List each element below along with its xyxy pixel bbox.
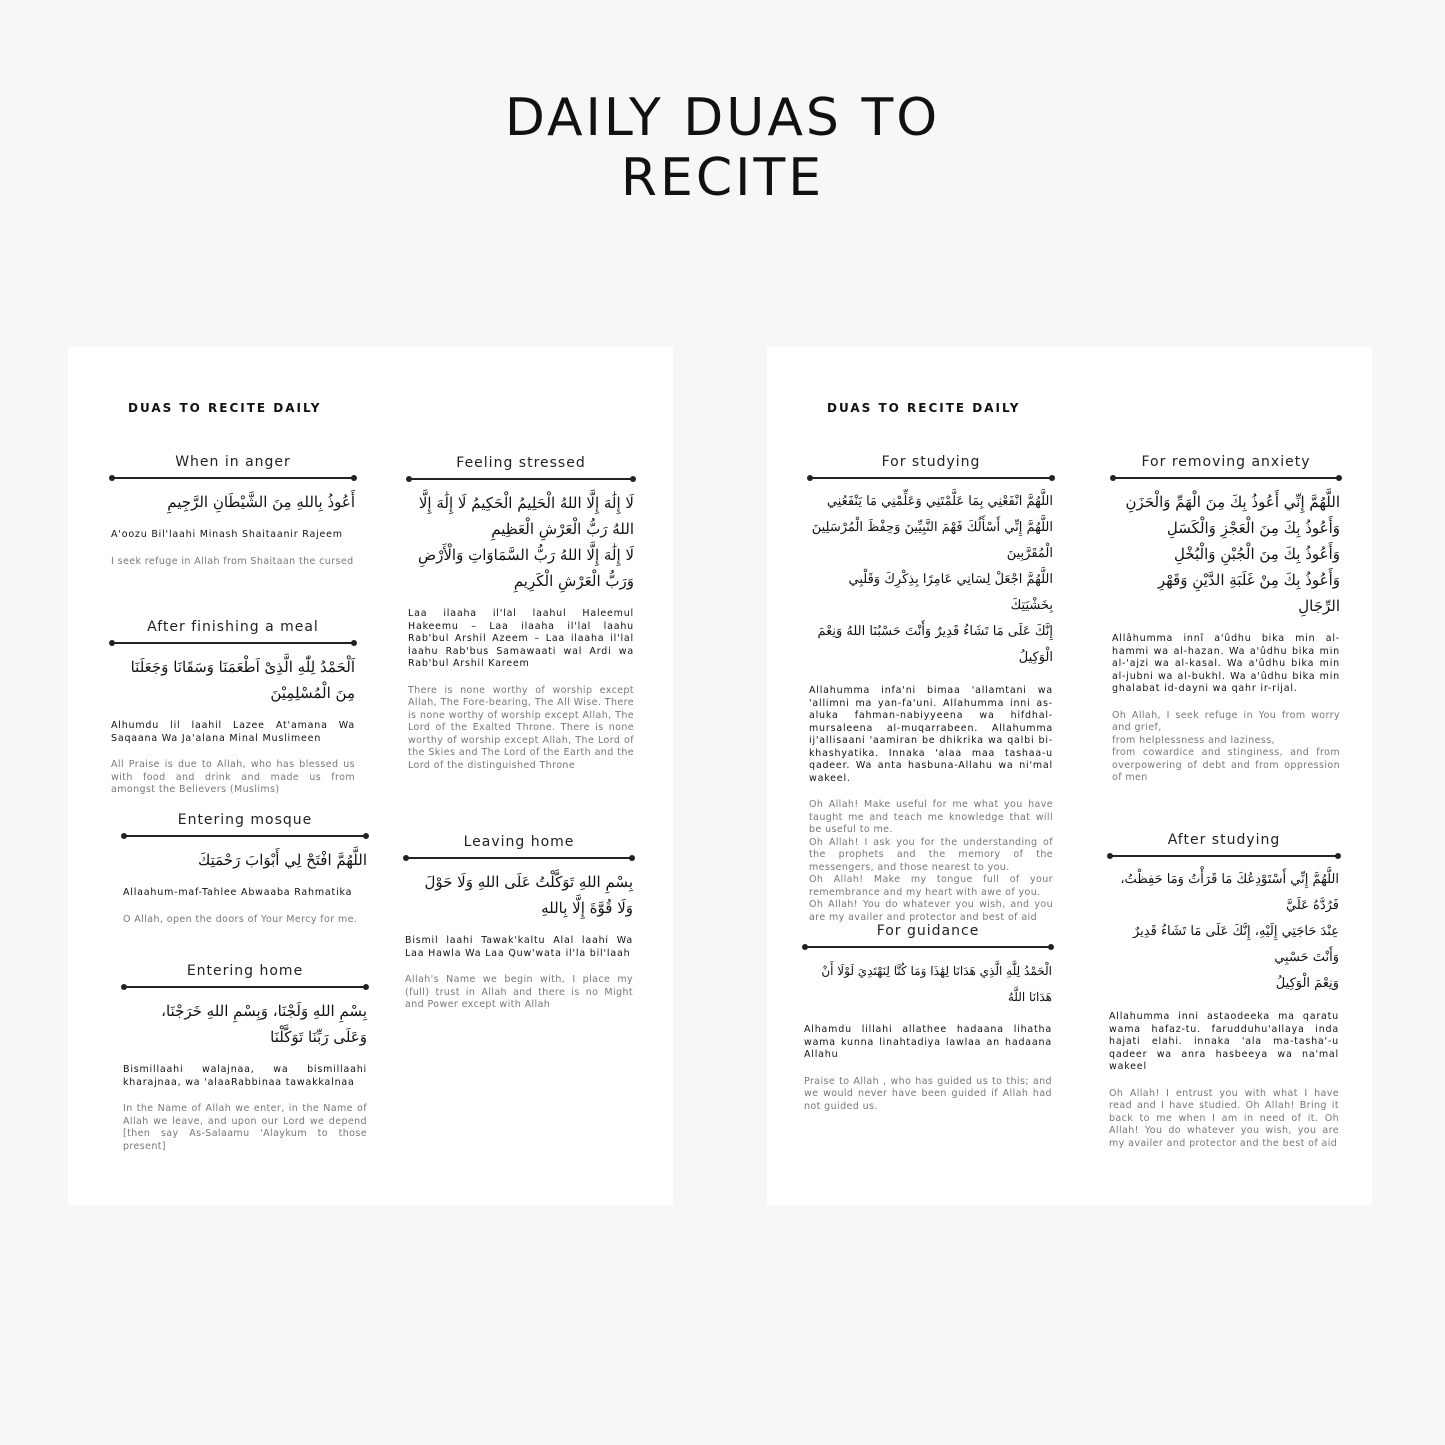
arabic-line: وَأَعُوذُ بِكَ مِنَ الْعَجْزِ وَالْكَسَلِ — [1166, 519, 1340, 537]
arabic-line: بِسْمِ اللهِ تَوَكَّلْتُ عَلَى اللهِ وَلَا حَوْلَ وَلَا قُوَّةَ إِلَّا بِاللهِ — [424, 873, 633, 917]
section-divider — [405, 857, 633, 859]
meaning — [809, 799, 1053, 924]
section-title: Entering home — [186, 963, 304, 979]
main-title — [0, 88, 1445, 208]
arabic-text — [405, 869, 633, 921]
arabic-line: لَا إِلَٰهَ إِلَّا اللهُ الْحَلِيمُ الْحَكِيمُ لَا إِلَٰهَ إِلَّا اللهُ رَبُّ الْعَرْشِ الْعَظِيمِ — [418, 494, 634, 538]
section-divider — [1112, 477, 1340, 479]
transliteration: Allahumma infa'ni bimaa 'allamtani wa 'allimni ma yan-fa'uni. Allahumma inni as-aluka fahman-nabiyyeena wa hifdhal-mursaleena al-muqarrabeen. Allahumma ij'allisaani 'aamiran be dhikrika wa qalbi bi- khashyatika. Innaka 'alaa maa tashaa-u qadeer. Wa anta hasbuna-Allahu wa ni'mal wakeel. — [809, 685, 1053, 784]
arabic-line: وَأَعُوذُ بِكَ مِنْ غَلَبَةِ الدَّيْنِ وَقَهْرِ الرِّجَالِ — [1157, 571, 1340, 615]
section-divider — [123, 835, 367, 837]
meaning-line: Oh Allah! Make my tongue full of your remembrance and my heart with awe of you. — [809, 874, 1053, 898]
arabic-line: اللَّهُمَّ إِنِّي أَسْتَوْدِعُكَ مَا قَرَأْتُ وَمَا حَفِظْتُ، فَرُدَّهُ عَلَيَّ — [1120, 872, 1339, 913]
section-divider — [123, 986, 367, 988]
transliteration: Allahumma inni astaodeeka ma qaratu wama hafaz-tu. farudduhu'allaya inda hajati elahi. innaka 'ala ma-tasha'-u qadeer wa anra hasbeeya wa na'mal wakeel — [1109, 1011, 1339, 1072]
meaning — [405, 974, 633, 1012]
meaning — [123, 1103, 367, 1153]
section-title: Entering mosque — [177, 812, 313, 828]
section-title: For guidance — [876, 923, 980, 939]
transliteration: Allâhumma innî a'ûdhu bika min al-hammi wa al-hazan. Wa a'ûdhu bika min al-'ajzi wa al-kasal. Wa a'ûdhu bika min al-jubni wa al-bukhl. Wa a'ûdhu bika min ghalabat id-dayni wa qahr ir-rijal. — [1112, 633, 1340, 694]
arabic-line: عِنْدَ حَاجَتِي إِلَيْهِ، إِنَّكَ عَلَى مَا تَشَاءُ قَدِيرٌ وَأَنْتَ حَسْبِي — [1132, 924, 1339, 965]
arabic-text — [111, 489, 355, 515]
section-title: For removing anxiety — [1141, 454, 1311, 470]
main-title-line-1: DAILY DUAS TO — [504, 88, 941, 148]
meaning-line: O Allah, open the doors of Your Mercy for me. — [123, 913, 358, 925]
transliteration: Alhamdu lillahi allathee hadaana lihatha wama kunna linahtadiya lawlaa an hadaana Allahu — [804, 1024, 1052, 1060]
meaning-line: Oh Allah, I seek refuge in You from worry and grief, — [1112, 709, 1340, 733]
meaning-line: Allah's Name we begin with, I place my (full) trust in Allah and there is no Might and Power except with Allah — [405, 974, 633, 1010]
arabic-line: اللَّهُمَّ اجْعَلْ لِسَانِي عَامِرًا بِذِكْرِكَ وَقَلْبِي بِخَشْيَتِكَ — [848, 572, 1053, 613]
section-divider — [408, 478, 634, 480]
meaning — [1112, 710, 1340, 785]
meaning-line: Oh Allah! You do whatever you wish, and you are my availer and protector and best of aid — [809, 899, 1053, 923]
transliteration: Bismillaahi walajnaa, wa bismillaahi kharajnaa, wa 'alaaRabbinaa tawakkalnaa — [123, 1064, 367, 1088]
arabic-line: اللَّهُمَّ افْتَحْ لِي أَبْوَابَ رَحْمَتِكَ — [197, 851, 367, 869]
meaning-line: from helplessness and laziness, — [1112, 734, 1275, 746]
arabic-line: الْحَمْدُ لِلَّهِ الَّذِي هَدَانَا لِهَٰذَا وَمَا كُنَّا لِنَهْتَدِيَ لَوْلَا أَنْ هَدَانَا اللَّهُ — [821, 964, 1052, 1004]
section-title: After studying — [1167, 832, 1281, 848]
arabic-line: اللَّهُمَّ انْفَعْنِي بِمَا عَلَّمْتَنِي وَعَلِّمْنِي مَا يَنْفَعُنِي — [826, 494, 1053, 509]
transliteration: Allaahum-maf-Tahlee Abwaaba Rahmatika — [123, 887, 353, 898]
transliteration: Laa ilaaha il'lal laahul Haleemul Hakeemu – Laa ilaaha il'lal laahu Rab'bul Arshil Azeem – Laa ilaaha il'lal laahu Rab'bus Samawaati wal Ardi wa Rab'bul Arshil Kareem — [408, 608, 634, 669]
arabic-text — [809, 489, 1053, 671]
dua-section-when-in-anger — [111, 453, 355, 568]
arabic-line: وَنِعْمَ الْوَكِيلُ — [1275, 976, 1339, 991]
meaning-line: Oh Allah! I entrust you with what I have read and I have studied. Oh Allah! Bring it back to me when I am in need of it. Oh Allah! You do whatever you wish, you are my availer and protector and the best of aid — [1109, 1087, 1339, 1149]
meaning — [111, 759, 355, 797]
arabic-line: اللَّهُمَّ إِنِّي أَعُوذُ بِكَ مِنَ الْهَمِّ وَالْحَزَنِ — [1125, 493, 1340, 511]
arabic-line: إِنَّكَ عَلَى مَا تَشَاءُ قَدِيرٌ وَأَنْتَ حَسْبُنَا اللهُ وَنِعْمَ الْوَكِيلُ — [817, 624, 1053, 665]
section-divider — [1109, 855, 1339, 857]
transliteration: Alhumdu lil laahil Lazee At'amana Wa Saqaana Wa Ja'alana Minal Muslimeen — [111, 720, 355, 744]
main-title-line-2: RECITE — [620, 148, 825, 208]
transliteration: A'oozu Bil'laahi Minash Shaitaanir Rajeem — [111, 529, 343, 540]
right-page — [767, 347, 1372, 1205]
meaning-line: from cowardice and stinginess, and from overpowering of debt and from oppression of men — [1112, 747, 1340, 783]
section-divider — [111, 477, 355, 479]
transliteration: Bismil laahi Tawak'kaltu Alal laahi Wa Laa Hawla Wa Laa Quw'wata il'la bil'laah — [405, 935, 633, 959]
arabic-text — [123, 847, 367, 873]
arabic-text — [804, 958, 1052, 1010]
section-title: For studying — [881, 454, 981, 470]
arabic-line: لَا إِلَٰهَ إِلَّا اللهُ رَبُّ السَّمَاوَاتِ وَالْأَرْضِ وَرَبُّ الْعَرْشِ الْكَرِيمِ — [417, 546, 634, 590]
section-divider — [111, 642, 355, 644]
section-title: Leaving home — [463, 834, 575, 850]
dua-section-entering-home — [123, 962, 367, 1153]
arabic-line: بِسْمِ اللهِ وَلَجْنَا، وَبِسْمِ اللهِ خَرَجْنَا، وَعَلَى رَبِّنَا تَوَكَّلْنَا — [161, 1002, 367, 1046]
section-title: Feeling stressed — [456, 455, 586, 471]
arabic-line: أَعُوذُ بِاللهِ مِنَ الشَّيْطَانِ الرَّجِيمِ — [167, 493, 355, 511]
dua-section-after-meal — [111, 618, 355, 797]
meaning-line: Praise to Allah , who has guided us to this; and we would never have been guided if Allah had not guided us. — [804, 1075, 1052, 1112]
arabic-line: اللَّهُمَّ إِنِّي أَسْأَلُكَ فَهْمَ النَّبِيِّينَ وَحِفْظَ الْمُرْسَلِينَ الْمُقَرَّبِينَ — [811, 520, 1053, 561]
section-title: When in anger — [175, 454, 291, 470]
section-divider — [804, 946, 1052, 948]
dua-section-for-guidance — [804, 922, 1052, 1113]
meaning-line: All Praise is due to Allah, who has blessed us with food and drink and made us from amongst the Believers (Muslims) — [111, 759, 355, 795]
dua-section-removing-anxiety — [1112, 453, 1340, 785]
meaning — [1109, 1088, 1339, 1151]
arabic-line: اَلْحَمْدُ لِلّٰهِ الَّذِىْ اَطْعَمَنَا وَسَقَانَا وَجَعَلَنَا مِنَ الْمُسْلِمِيْنَ — [130, 658, 355, 702]
dua-section-entering-mosque — [123, 811, 367, 926]
dua-section-for-studying — [809, 453, 1053, 924]
arabic-text — [123, 998, 367, 1050]
dua-section-after-studying — [1109, 831, 1339, 1150]
meaning-line: Oh Allah! I ask you for the understanding of the prophets and the memory of the messengers, and those nearest to you. — [809, 836, 1053, 873]
meaning-line: I seek refuge in Allah from Shaitaan the cursed — [111, 555, 354, 567]
left-page — [68, 347, 673, 1205]
arabic-line: وَأَعُوذُ بِكَ مِنَ الْجُبْنِ وَالْبُخْلِ — [1173, 545, 1340, 563]
meaning-line: There is none worthy of worship except Allah, The Fore-bearing, The All Wise. There is none worthy of worship except Allah, The Lord of the Exalted Throne. There is none worthy of worship except Allah, The Lord of the Skies and The Lord of the Earth and the Lord of the distinguished Throne — [408, 684, 634, 771]
meaning — [408, 685, 634, 773]
arabic-text — [1109, 867, 1339, 997]
section-title: After finishing a meal — [147, 619, 319, 635]
meaning-line: In the Name of Allah we enter, in the Name of Allah we leave, and upon our Lord we depend [then say As-Salaamu 'Alaykum to those present] — [123, 1103, 367, 1152]
dua-section-feeling-stressed — [408, 454, 634, 772]
meaning — [123, 914, 367, 927]
page-heading: DUAS TO RECITE DAILY — [128, 401, 322, 415]
arabic-text — [1112, 489, 1340, 619]
meaning — [804, 1076, 1052, 1114]
meaning — [111, 556, 355, 569]
section-divider — [809, 477, 1053, 479]
dua-section-leaving-home — [405, 833, 633, 1012]
meaning-line: Oh Allah! Make useful for me what you have taught me and teach me knowledge that will be useful to me. — [809, 799, 1053, 835]
page-heading: DUAS TO RECITE DAILY — [827, 401, 1021, 415]
arabic-text — [408, 490, 634, 594]
arabic-text — [111, 654, 355, 706]
